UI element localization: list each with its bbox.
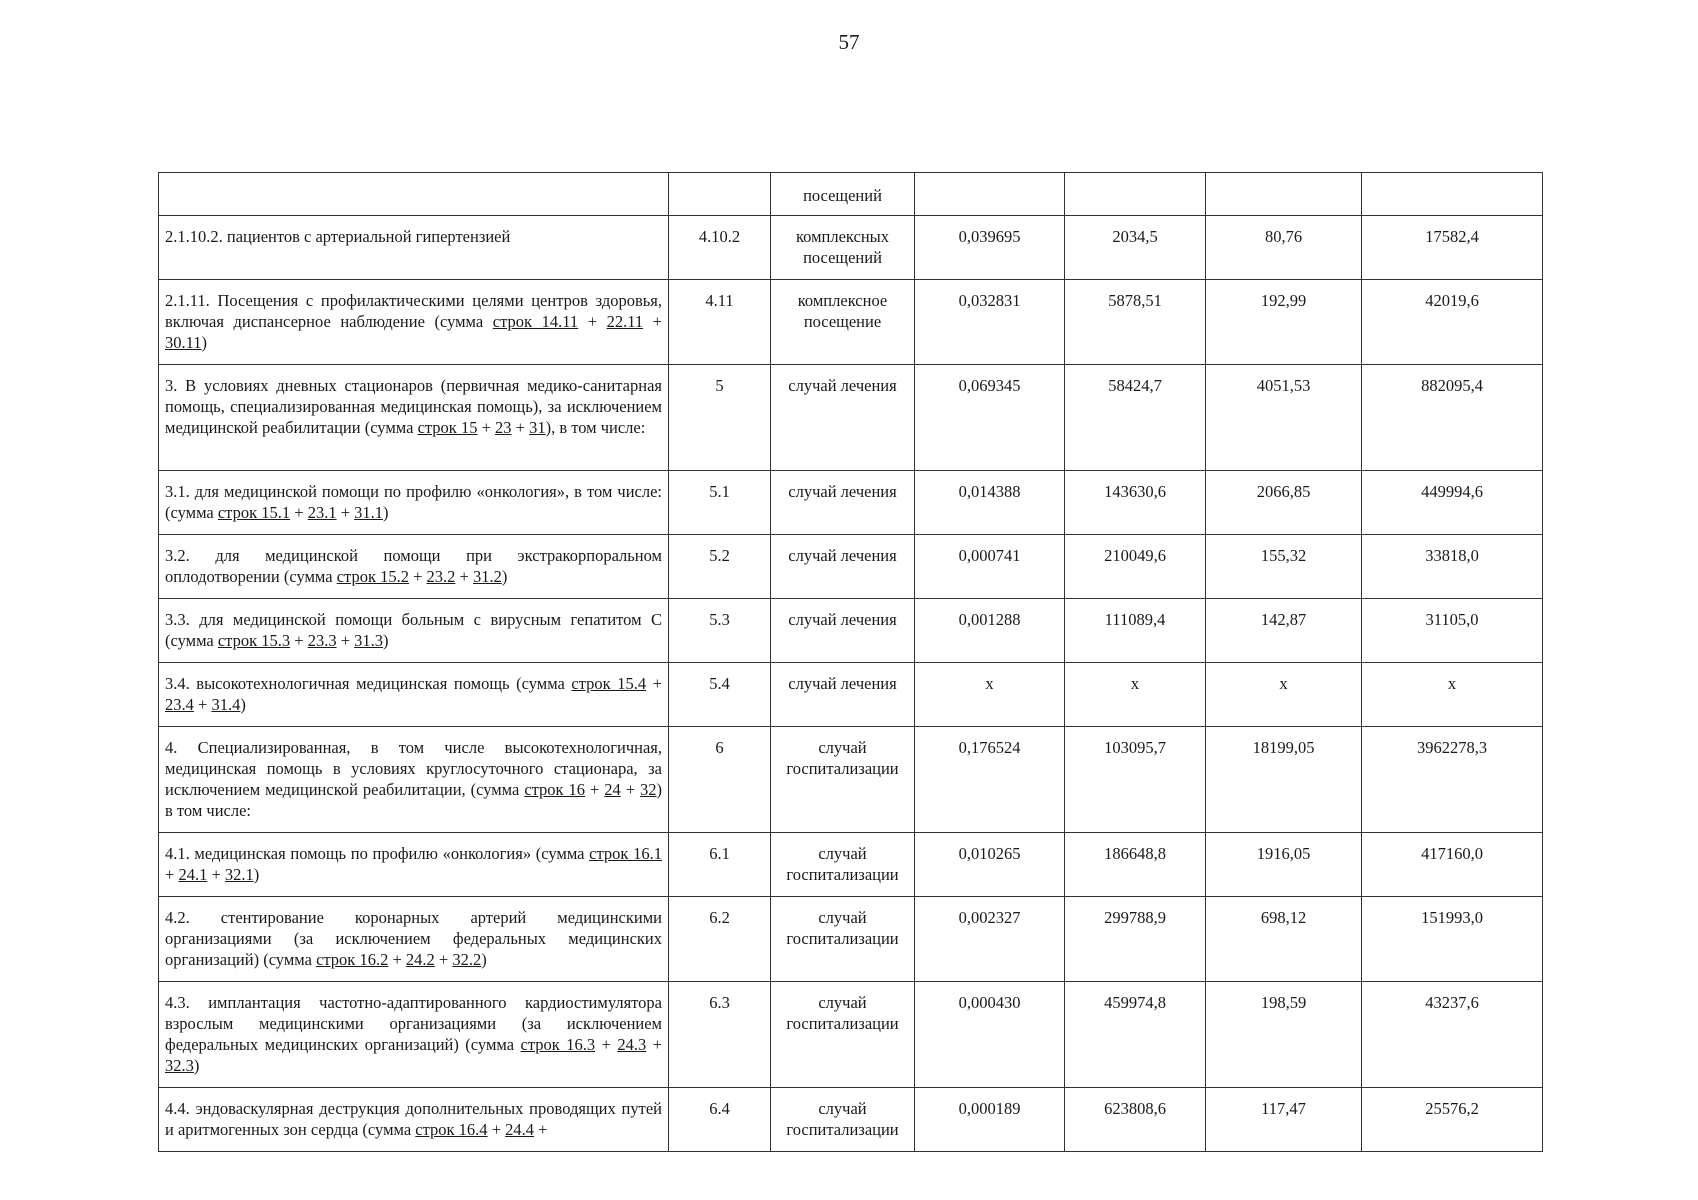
cell-row-number: 6.2 (669, 897, 771, 982)
indicator-text: + (595, 1035, 618, 1054)
row-reference-link: 32 (640, 780, 657, 799)
cell-unit-cost: 143630,6 (1065, 471, 1206, 535)
table-row (159, 727, 1543, 833)
cell-volume-norm: 0,010265 (915, 833, 1065, 897)
cell-volume-norm: 0,002327 (915, 897, 1065, 982)
indicator-text: + (336, 503, 355, 522)
row-reference-link: строк 14.11 (492, 312, 579, 331)
cell-per-capita: 18199,05 (1206, 727, 1362, 833)
cell-total-cost: 417160,0 (1362, 833, 1543, 897)
cell-volume-norm (915, 173, 1065, 216)
row-reference-link: строк 16.3 (520, 1035, 596, 1054)
cell-unit-cost: 103095,7 (1065, 727, 1206, 833)
cell-per-capita: 698,12 (1206, 897, 1362, 982)
table-row (159, 982, 1543, 1088)
indicator-text: + (477, 418, 496, 437)
indicator-text: + (290, 631, 308, 650)
cell-unit: случай госпитализации (771, 1088, 915, 1152)
cell-indicator-name (159, 535, 669, 599)
cell-total-cost (1362, 173, 1543, 216)
cell-unit-cost: 459974,8 (1065, 982, 1206, 1088)
row-reference-link: 24.1 (178, 865, 208, 884)
cell-indicator-name (159, 365, 669, 471)
cell-row-number: 6.3 (669, 982, 771, 1088)
row-reference-link: строк 15 (417, 418, 478, 437)
row-reference-link: 23.3 (307, 631, 337, 650)
cell-total-cost: 449994,6 (1362, 471, 1543, 535)
indicator-text: 4. Специализированная, в том числе высокотехнологичная, медицинская помощь в условиях круглосуточного стационара, за исключением медицинской реабилитации, (сумма (165, 738, 662, 799)
indicator-text: 4.1. медицинская помощь по профилю «онкология» (сумма (165, 844, 590, 863)
cell-row-number (669, 173, 771, 216)
cell-volume-norm: 0,039695 (915, 216, 1065, 280)
row-reference-link: 24 (604, 780, 621, 799)
cell-indicator-name (159, 599, 669, 663)
cell-total-cost: 25576,2 (1362, 1088, 1543, 1152)
indicator-text: + (455, 567, 473, 586)
row-reference-link: 31.4 (211, 695, 241, 714)
cell-per-capita: 142,87 (1206, 599, 1362, 663)
cell-indicator-name (159, 727, 669, 833)
cell-volume-norm: 0,000741 (915, 535, 1065, 599)
row-reference-link: строк 16.4 (415, 1120, 488, 1139)
cell-row-number: 6.4 (669, 1088, 771, 1152)
indicator-text: 4.3. имплантация частотно-адаптированного кардиостимулятора взрослым медицинскими организациями (за исключением федеральных медицинских организаций) (сумма (165, 993, 662, 1054)
indicator-text: ), в том числе: (545, 418, 646, 437)
cell-per-capita: 198,59 (1206, 982, 1362, 1088)
cell-unit-cost: 111089,4 (1065, 599, 1206, 663)
table-row (159, 897, 1543, 982)
indicator-text: ) (383, 503, 389, 522)
cell-unit: случай лечения (771, 535, 915, 599)
table-row (159, 216, 1543, 280)
table-row (159, 471, 1543, 535)
cell-per-capita: 117,47 (1206, 1088, 1362, 1152)
table-row (159, 1088, 1543, 1152)
cell-unit-cost: 299788,9 (1065, 897, 1206, 982)
row-reference-link: строк 15.2 (336, 567, 409, 586)
indicator-text: ) в том числе: (165, 780, 662, 820)
indicator-text: 3. В условиях дневных стационаров (первичная медико-санитарная помощь, специализированная медицинская помощь), за исключением медицинской реабилитации (сумма (165, 376, 662, 437)
cell-total-cost: x (1362, 663, 1543, 727)
indicator-text: + (620, 780, 640, 799)
cell-unit-cost: x (1065, 663, 1206, 727)
indicator-text: 4.4. эндоваскулярная деструкция дополнительных проводящих путей и аритмогенных зон сердца (сумма (165, 1099, 662, 1139)
row-reference-link: 31.2 (472, 567, 502, 586)
cell-row-number: 4.11 (669, 280, 771, 365)
row-reference-link: 22.11 (606, 312, 644, 331)
cell-unit: случай госпитализации (771, 982, 915, 1088)
indicator-text: + (534, 1120, 548, 1139)
cell-unit: комплексных посещений (771, 216, 915, 280)
cell-unit: случай госпитализации (771, 833, 915, 897)
indicator-text: + (408, 567, 427, 586)
row-reference-link: 32.2 (452, 950, 482, 969)
indicator-text: 3.3. для медицинской помощи больным с вирусным гепатитом С (сумма (165, 610, 662, 650)
indicator-text: 2.1.10.2. пациентов с артериальной гипертензией (165, 227, 511, 246)
indicator-text: ) (193, 1056, 200, 1075)
cell-volume-norm: 0,014388 (915, 471, 1065, 535)
indicator-text: ) (481, 950, 487, 969)
cell-per-capita: 192,99 (1206, 280, 1362, 365)
cell-unit: случай лечения (771, 599, 915, 663)
cell-per-capita: 1916,05 (1206, 833, 1362, 897)
cell-unit-cost: 58424,7 (1065, 365, 1206, 471)
indicator-text: + (578, 312, 607, 331)
cell-indicator-name (159, 280, 669, 365)
indicator-text: + (336, 631, 355, 650)
table-body (159, 173, 1543, 1152)
cell-per-capita: x (1206, 663, 1362, 727)
table-row (159, 663, 1543, 727)
row-reference-link: 23.2 (426, 567, 456, 586)
indicator-text: + (165, 865, 179, 884)
row-reference-link: 23.4 (165, 695, 194, 714)
table-row (159, 599, 1543, 663)
indicator-text: + (434, 950, 453, 969)
cell-unit-cost: 623808,6 (1065, 1088, 1206, 1152)
cell-unit: комплексное посещение (771, 280, 915, 365)
cell-total-cost: 17582,4 (1362, 216, 1543, 280)
row-reference-link: 30.11 (165, 333, 202, 352)
indicator-text: + (207, 865, 225, 884)
row-reference-link: 24.2 (405, 950, 435, 969)
indicator-text: + (646, 674, 662, 693)
cell-volume-norm: 0,069345 (915, 365, 1065, 471)
cell-indicator-name (159, 897, 669, 982)
indicator-text: ) (253, 865, 260, 884)
table-row (159, 833, 1543, 897)
indicator-text: + (643, 312, 662, 331)
row-reference-link: строк 16.1 (589, 844, 662, 863)
cell-indicator-name (159, 471, 669, 535)
cell-unit: посещений (771, 173, 915, 216)
indicator-text: 3.4. высокотехнологичная медицинская помощь (сумма (165, 674, 572, 693)
row-reference-link: 23 (495, 418, 512, 437)
indicator-text: + (193, 695, 212, 714)
indicator-text: 4.2. стентирование коронарных артерий медицинскими организациями (за исключением федеральных медицинских организаций) (сумма (165, 908, 662, 969)
cell-volume-norm: 0,001288 (915, 599, 1065, 663)
row-reference-link: строк 15.1 (217, 503, 291, 522)
row-reference-link: 32.1 (224, 865, 254, 884)
cell-indicator-name (159, 663, 669, 727)
row-reference-link: 24.3 (617, 1035, 647, 1054)
cell-volume-norm: 0,176524 (915, 727, 1065, 833)
indicator-text: + (511, 418, 530, 437)
cell-total-cost: 3962278,3 (1362, 727, 1543, 833)
cell-per-capita: 155,32 (1206, 535, 1362, 599)
cell-total-cost: 43237,6 (1362, 982, 1543, 1088)
cell-unit: случай лечения (771, 471, 915, 535)
cell-total-cost: 33818,0 (1362, 535, 1543, 599)
cell-indicator-name (159, 982, 669, 1088)
table-row (159, 280, 1543, 365)
cell-total-cost: 31105,0 (1362, 599, 1543, 663)
indicator-text: + (290, 503, 308, 522)
cell-row-number: 6.1 (669, 833, 771, 897)
indicator-text: + (388, 950, 406, 969)
cell-unit-cost: 5878,51 (1065, 280, 1206, 365)
cell-unit-cost (1065, 173, 1206, 216)
row-reference-link: строк 16 (524, 780, 586, 799)
cell-unit: случай госпитализации (771, 727, 915, 833)
cell-row-number: 6 (669, 727, 771, 833)
row-reference-link: 24.4 (505, 1120, 534, 1139)
cell-volume-norm: x (915, 663, 1065, 727)
cell-unit: случай лечения (771, 365, 915, 471)
cell-volume-norm: 0,032831 (915, 280, 1065, 365)
row-reference-link: 32.3 (165, 1056, 194, 1075)
indicator-text: ) (240, 695, 246, 714)
cell-total-cost: 151993,0 (1362, 897, 1543, 982)
cell-volume-norm: 0,000430 (915, 982, 1065, 1088)
row-reference-link: 31.1 (354, 503, 383, 522)
page-number: 57 (838, 30, 860, 54)
cell-indicator-name (159, 216, 669, 280)
cell-unit-cost: 2034,5 (1065, 216, 1206, 280)
indicator-text: 2.1.11. Посещения с профилактическими целями центров здоровья, включая диспансерное наблюдение (сумма (165, 291, 662, 331)
cell-total-cost: 42019,6 (1362, 280, 1543, 365)
table-row (159, 535, 1543, 599)
indicator-text: 3.1. для медицинской помощи по профилю «онкология», в том числе: (сумма (165, 482, 662, 522)
cell-unit-cost: 186648,8 (1065, 833, 1206, 897)
cell-indicator-name (159, 173, 669, 216)
cell-per-capita (1206, 173, 1362, 216)
cell-row-number: 5.4 (669, 663, 771, 727)
cell-per-capita: 80,76 (1206, 216, 1362, 280)
cell-row-number: 5 (669, 365, 771, 471)
cell-indicator-name (159, 1088, 669, 1152)
table-row (159, 365, 1543, 471)
data-table (158, 172, 1543, 1152)
indicator-text: ) (201, 333, 208, 352)
row-reference-link: 31 (529, 418, 546, 437)
cell-per-capita: 2066,85 (1206, 471, 1362, 535)
row-reference-link: строк 15.3 (217, 631, 291, 650)
indicator-text: 3.2. для медицинской помощи при экстракорпоральном оплодотворении (сумма (165, 546, 662, 586)
cell-row-number: 4.10.2 (669, 216, 771, 280)
row-reference-link: строк 15.4 (571, 674, 647, 693)
indicator-text: + (487, 1120, 506, 1139)
cell-row-number: 5.2 (669, 535, 771, 599)
cell-unit-cost: 210049,6 (1065, 535, 1206, 599)
cell-row-number: 5.3 (669, 599, 771, 663)
cell-volume-norm: 0,000189 (915, 1088, 1065, 1152)
cell-per-capita: 4051,53 (1206, 365, 1362, 471)
cell-total-cost: 882095,4 (1362, 365, 1543, 471)
cell-row-number: 5.1 (669, 471, 771, 535)
indicator-text: ) (383, 631, 389, 650)
table-row (159, 173, 1543, 216)
row-reference-link: 31.3 (354, 631, 383, 650)
indicator-text: + (585, 780, 605, 799)
indicator-text: ) (501, 567, 508, 586)
cell-unit: случай лечения (771, 663, 915, 727)
cell-unit: случай госпитализации (771, 897, 915, 982)
row-reference-link: строк 16.2 (316, 950, 389, 969)
cell-indicator-name (159, 833, 669, 897)
row-reference-link: 23.1 (307, 503, 337, 522)
indicator-text: + (646, 1035, 662, 1054)
